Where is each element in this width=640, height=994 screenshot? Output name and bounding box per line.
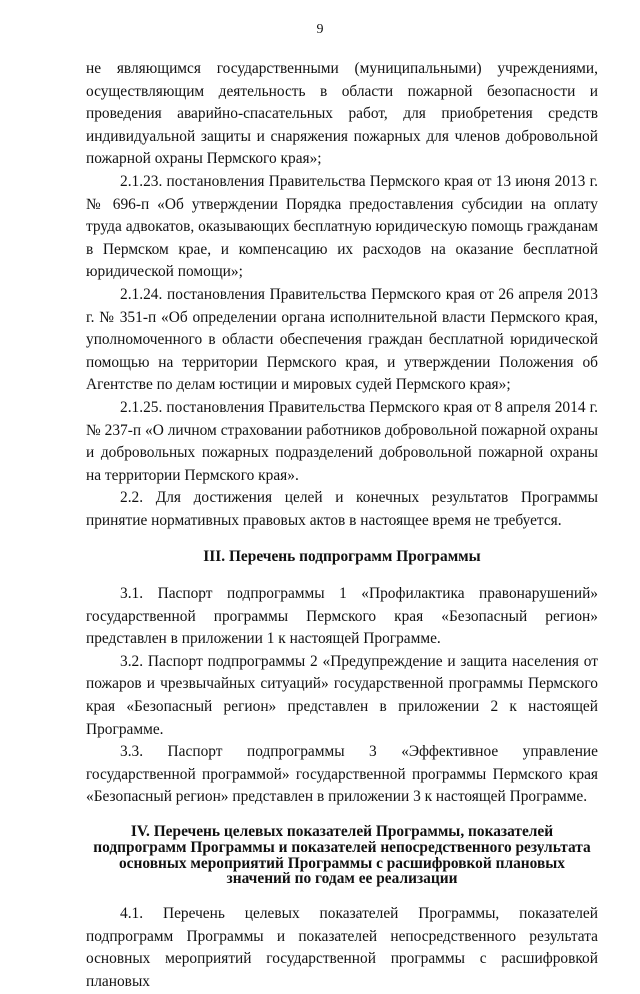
section-3-heading: III. Перечень подпрограмм Программы: [203, 548, 481, 566]
paragraph-2-2: 2.2. Для достижения целей и конечных результатов Программы принятие нормативных правовых актов в настоящее время не требуется.: [86, 489, 598, 529]
paragraph-3-2: 3.2. Паспорт подпрограммы 2 «Предупреждение и защита населения от пожаров и чрезвычайных ситуаций» государственной программы Пермского края «Безопасный регион» представлен в приложении 2 к настоящей Программе.: [86, 652, 598, 738]
paragraph-2-1-23: 2.1.23. постановления Правительства Пермского края от 13 июня 2013 г. № 696-п «Об утверждении Порядка предоставления субсидии на оплату труда адвокатов, оказывающих бесплатную юридическую помощь гражданам в Пермском крае, и компенсацию их расходов на оказание бесплатной юридической помощи»;: [86, 172, 598, 281]
section-4-heading: IV. Перечень целевых показателей Программы, показателей подпрограмм Программы и показателей непосредственного результата основных мероприятий Программы с расшифровкой плановых значений по годам ее реализации: [93, 823, 591, 888]
page-number: 9: [316, 22, 324, 37]
paragraph-2-1-25: 2.1.25. постановления Правительства Пермского края от 8 апреля 2014 г. № 237-п «О личном страховании работников добровольной пожарной охраны и добровольных пожарных подразделений добровольной пожарной охраны на территории Пермского края».: [86, 398, 598, 484]
paragraph-3-1: 3.1. Паспорт подпрограммы 1 «Профилактика правонарушений» государственной программы Пермского края «Безопасный регион» представлен в приложении 1 к настоящей Программе.: [86, 585, 598, 648]
paragraph-3-3: 3.3. Паспорт подпрограммы 3 «Эффективное управление государственной программой» государственной программы Пермского края «Безопасный регион» представлен в приложении 3 к настоящей Программе.: [86, 743, 598, 806]
paragraph-continuation: не являющимся государственными (муниципальными) учреждениями, осуществляющим деятельность в области пожарной безопасности и проведения аварийно-спасательных работ, для приобретения средств индивидуальной защиты и снаряжения пожарных для членов добровольной пожарной охраны Пермского края»;: [86, 60, 598, 168]
paragraph-2-1-24: 2.1.24. постановления Правительства Пермского края от 26 апреля 2013 г. № 351-п «Об определении органа исполнительной власти Пермского края, уполномоченного в области обеспечения граждан бесплатной юридической помощью на территории Пермского края, и утверждении Положения об Агентстве по делам юстиции и мировых судей Пермского края»;: [86, 285, 598, 394]
document-body: [86, 58, 598, 994]
paragraph-4-1: 4.1. Перечень целевых показателей Программы, показателей подпрограмм Программы и показателей непосредственного результата основных мероприятий государственной программы с расшифровкой плановых: [86, 905, 598, 990]
